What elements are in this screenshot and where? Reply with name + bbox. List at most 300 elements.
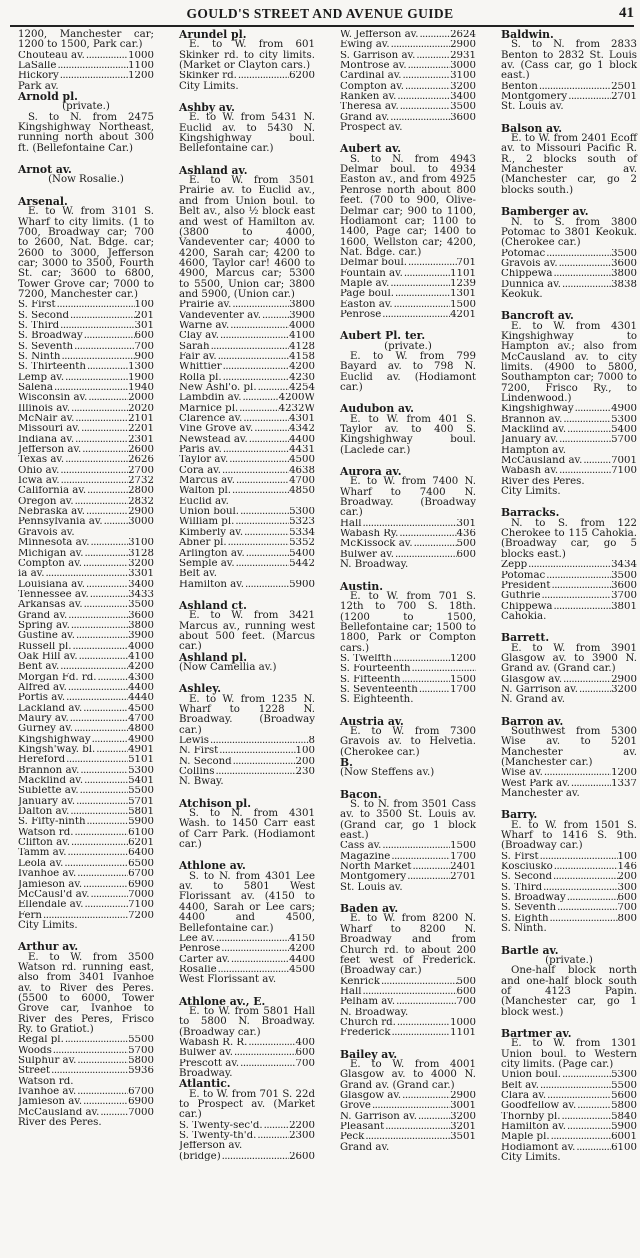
house-number: 2020 <box>128 403 154 414</box>
house-number: 2626 <box>128 455 154 466</box>
cross-street-row <box>18 611 154 621</box>
house-number: 6900 <box>128 879 154 890</box>
cross-street-name: Page boul. <box>340 289 394 300</box>
street-entry <box>340 331 476 393</box>
house-number: 5300 <box>289 507 315 518</box>
cross-street-name: S. Seventh <box>18 341 74 352</box>
cross-street-row <box>501 425 637 435</box>
cross-street-row <box>501 446 637 456</box>
house-number: 1101 <box>450 268 476 279</box>
cross-street-row <box>179 383 315 393</box>
street-entry <box>340 30 476 133</box>
cross-street-name: Maury av. <box>18 714 69 724</box>
house-number: 3200 <box>450 81 476 92</box>
cross-street-row <box>501 456 637 466</box>
cross-street-row <box>18 642 154 652</box>
house-number: 1000 <box>128 50 154 61</box>
house-number: 4700 <box>289 476 315 487</box>
cross-street-row <box>18 600 154 610</box>
cross-street-name: Clifton av. <box>18 838 70 849</box>
house-number: 4100 <box>128 651 154 662</box>
leader-dots <box>402 1091 450 1101</box>
house-number: 2900 <box>128 507 154 518</box>
leader-dots <box>539 82 611 92</box>
leader-dots <box>71 838 128 848</box>
cross-street-name: S. First <box>18 300 56 311</box>
house-number: 1500 <box>450 674 476 685</box>
house-number: 3434 <box>611 560 637 571</box>
cross-street-row <box>340 529 476 539</box>
cross-street-row <box>179 497 315 507</box>
cross-street-row <box>179 414 315 424</box>
cross-street-name: Bulwer av. <box>179 1048 234 1059</box>
cross-street-name: S. Ninth <box>18 351 61 362</box>
street-entry <box>179 30 315 92</box>
cross-street-name: Peck <box>340 1132 365 1143</box>
leader-dots <box>567 446 637 456</box>
house-number: 100 <box>134 300 154 311</box>
street-name-heading: Austria av. <box>340 714 404 728</box>
house-number: 4000 <box>289 320 315 331</box>
house-number: 5400 <box>611 425 637 436</box>
leader-dots <box>86 580 128 590</box>
cross-street-row <box>179 476 315 486</box>
cross-street-name: S. Twenty-sec'd. <box>179 1120 263 1131</box>
house-number: 3000 <box>128 517 154 528</box>
cross-street-name: January av. <box>18 796 76 807</box>
house-number: 2624 <box>450 30 476 40</box>
cross-street-name: Woods <box>18 1045 52 1056</box>
cross-street-row <box>501 872 637 882</box>
cross-street-row <box>501 82 637 92</box>
house-number: 600 <box>134 331 154 342</box>
street-description: E. to W. from 601 Skinker rd. to city limits. (Market or Clayton cars.) <box>179 39 315 72</box>
cross-street-row <box>18 848 154 858</box>
house-number: 4230 <box>289 372 315 383</box>
leader-dots <box>257 1131 289 1141</box>
cross-street-row <box>179 1141 315 1151</box>
leader-dots <box>87 817 129 827</box>
house-number: 1337 <box>611 778 637 789</box>
street-entry <box>18 92 154 154</box>
street-terminus: Grand av. <box>340 1141 390 1153</box>
leader-dots <box>547 1091 611 1101</box>
street-entry <box>340 904 476 1038</box>
street-terminus: N. Bway. <box>179 776 224 788</box>
cross-street-name: (bridge) <box>179 1151 221 1162</box>
cross-street-name: Marcus av. <box>179 476 235 487</box>
street-description: S. to N. from 4301 Lee av. to 5801 West Florissant av. (4150 to 4400, Sarah or Lee cars; 4400 and 4500, Bellefontaine car.) <box>179 870 315 934</box>
cross-street-name: Grand av. <box>340 112 390 123</box>
house-number: 500 <box>456 539 476 550</box>
leader-dots <box>60 71 128 81</box>
cross-street-name: Taylor av. <box>179 455 229 466</box>
street-entry <box>501 30 637 113</box>
cross-street-name: Union boul. <box>179 507 240 518</box>
cross-street-name: S. Fifteenth <box>340 674 401 685</box>
street-entry <box>340 787 476 893</box>
leader-dots <box>76 631 128 641</box>
house-number: 7100 <box>611 466 637 477</box>
street-name-heading: Atchison pl. <box>179 796 251 810</box>
cross-street-name: Rolla pl. <box>179 372 222 383</box>
house-number: 5442 <box>289 558 315 569</box>
house-number: 3900 <box>289 310 315 321</box>
cross-street-row <box>179 455 315 465</box>
cross-street-name: Cardinal av. <box>340 71 402 82</box>
house-number: 200 <box>617 872 637 883</box>
leader-dots <box>396 997 456 1007</box>
house-number: 5300 <box>128 765 154 776</box>
house-number: 3100 <box>128 538 154 549</box>
street-terminus: S. Eighteenth. <box>340 694 414 706</box>
street-terminus: Cahokia. <box>501 610 547 622</box>
cross-street-name: Kimberly av. <box>179 527 244 538</box>
cross-street-row <box>18 486 154 496</box>
street-entry <box>179 994 315 1080</box>
cross-street-row <box>501 269 637 279</box>
street-name-heading: Atlantic. <box>179 1077 231 1091</box>
cross-street-name: Zepp <box>501 560 528 571</box>
cross-street-row <box>179 528 315 538</box>
cross-street-row <box>501 1091 637 1101</box>
cross-street-name: Louisiana av. <box>18 579 86 590</box>
cross-street-name: Glasgow av. <box>340 1090 402 1101</box>
leader-dots <box>553 872 618 882</box>
leader-dots <box>60 321 134 331</box>
street-name-heading: Bancroft av. <box>501 309 574 323</box>
house-number: 4158 <box>289 351 315 362</box>
cross-street-name: Fair av. <box>179 351 217 362</box>
leader-dots <box>542 591 612 601</box>
cross-street-name: Bulwer av. <box>340 549 395 560</box>
street-entry <box>18 194 154 931</box>
leader-dots <box>80 766 128 776</box>
cross-street-name: Compton av. <box>18 558 82 569</box>
street-terminus: S. Ninth. <box>501 923 547 935</box>
cross-street-row <box>179 944 315 954</box>
street-name-heading: Barron av. <box>501 714 564 728</box>
leader-dots <box>576 1143 611 1153</box>
house-number: 5800 <box>128 1056 154 1066</box>
house-number: 5936 <box>128 1066 154 1077</box>
leader-dots <box>54 383 128 393</box>
leader-dots <box>245 580 289 590</box>
leader-dots <box>562 1070 611 1080</box>
street-entry <box>18 30 154 92</box>
street-name-heading: Ashley. <box>179 682 222 696</box>
cross-street-name: Nebraska av. <box>18 507 85 518</box>
cross-street-row <box>340 61 476 71</box>
cross-street-name: Lee av. <box>179 933 215 944</box>
cross-street-row <box>18 807 154 817</box>
cross-street-name: President <box>501 580 551 591</box>
street-entry <box>179 598 315 653</box>
house-number: 1200 <box>611 768 637 779</box>
cross-street-name: Ivanhoe av. <box>18 1087 77 1098</box>
leader-dots <box>414 539 457 549</box>
cross-street-name: Potomac <box>501 570 546 581</box>
cross-street-name: Marnice pl. <box>179 403 239 414</box>
cross-street-row <box>18 311 154 321</box>
leader-dots <box>86 51 128 61</box>
house-number: 3600 <box>611 258 637 269</box>
house-number: 2800 <box>128 486 154 497</box>
house-number: 4000 <box>128 641 154 652</box>
cross-street-name: Hickory <box>18 71 59 82</box>
leader-dots <box>242 393 278 403</box>
house-number: 3200 <box>128 558 154 569</box>
cross-street-row <box>501 1132 637 1142</box>
cross-street-name: Grove <box>340 1101 371 1112</box>
street-name-heading: Ashland ct. <box>179 598 247 612</box>
cross-street-name: Macklind av. <box>501 425 567 436</box>
cross-street-row <box>340 997 476 1007</box>
cross-street-row <box>340 1008 476 1018</box>
house-number: 5700 <box>611 435 637 446</box>
street-entry <box>501 121 637 196</box>
cross-street-name: Sublette av. <box>18 786 79 797</box>
leader-dots <box>76 528 154 538</box>
leader-dots <box>362 519 456 529</box>
house-number: 701 <box>456 258 476 269</box>
house-number: 1200 <box>128 71 154 82</box>
house-number: 4800 <box>128 724 154 735</box>
house-number: 2501 <box>611 81 637 92</box>
street-note: (private.) <box>62 101 110 113</box>
cross-street-row <box>501 466 637 476</box>
cross-street-row <box>501 249 637 259</box>
street-entry <box>179 684 315 787</box>
cross-street-row <box>340 1122 476 1132</box>
street-name-heading: Ashby av. <box>179 101 235 115</box>
street-entry <box>179 1079 315 1162</box>
leader-dots <box>90 590 128 600</box>
street-description: E. to W. from 2401 Ecoff av. to Missouri Pacific R. R., 2 blocks south of Manchester av. (Manchester car, go 2 blocks south.) <box>501 133 637 196</box>
cross-street-row <box>501 591 637 601</box>
leader-dots <box>223 373 289 383</box>
street-description: S. to N. from 4943 Delmar boul. to 4934 Easton av., and from 4925 Penrose north about 800 feet. (700 to 900, Olive-Delmar car; 900 to 1100, Hodiamont car; 1100 to 1400, Page car; 1400 to 1600, Wellston car; 4200, Nat. Bdge. car.) <box>340 153 476 258</box>
leader-dots <box>86 507 128 517</box>
cross-street-name: Russell pl. <box>18 641 72 652</box>
cross-street-name: Portis av. <box>18 693 66 704</box>
leader-dots <box>223 445 289 455</box>
cross-street-name: Salena <box>18 383 53 393</box>
cross-street-row <box>18 538 154 548</box>
cross-street-name: Street <box>18 1066 51 1077</box>
leader-dots <box>210 736 309 746</box>
street-description: E. to W. from 401 S. Taylor av. to 400 S. Kingshighway boul. (Laclede car.) <box>340 413 476 456</box>
street-description: E. to W. from 3421 Marcus av., running west about 500 feet. (Marcus car.) <box>179 610 315 653</box>
leader-dots <box>577 1101 611 1111</box>
cross-street-name: Hamilton av. <box>501 1122 567 1132</box>
leader-dots <box>231 955 289 965</box>
leader-dots <box>563 675 611 685</box>
cross-street-name: S. Twenty-th'd. <box>179 1131 257 1142</box>
street-entry <box>501 207 637 300</box>
street-terminus: Prospect av. <box>340 122 403 134</box>
cross-street-name: Missouri av. <box>18 424 81 435</box>
house-number: 1239 <box>450 278 476 289</box>
house-number: 5900 <box>611 1122 637 1132</box>
cross-street-row <box>179 1131 315 1141</box>
street-description: E. to W. from 799 Bayard av. to 798 N. Euclid av. (Hodiamont car.) <box>340 350 476 393</box>
house-number: 7000 <box>128 1107 154 1118</box>
leader-dots <box>57 61 128 71</box>
leader-dots <box>75 414 128 424</box>
cross-street-name: Collins <box>179 767 215 778</box>
cross-street-row <box>340 1018 476 1028</box>
cross-street-row <box>18 900 154 910</box>
cross-street-row <box>179 445 315 455</box>
street-entry <box>340 1047 476 1153</box>
leader-dots <box>73 642 129 652</box>
leader-dots <box>409 1008 476 1018</box>
street-description: S. to N. from 4301 Wash. to 1450 Carr east of Carr Park. (Hodiamont car.) <box>179 808 315 851</box>
leader-dots <box>397 1018 450 1028</box>
leader-dots <box>221 944 289 954</box>
cross-street-row <box>18 662 154 672</box>
cross-street-name: Gravois av. <box>501 258 558 269</box>
cross-street-row <box>179 757 315 767</box>
cross-street-row <box>501 1101 637 1111</box>
cross-street-name: Frederick <box>340 1028 391 1039</box>
cross-street-name: Gurney av. <box>18 724 74 735</box>
house-number: 1700 <box>450 851 476 862</box>
house-number: 3800 <box>128 620 154 631</box>
leader-dots <box>243 414 289 424</box>
cross-street-row <box>179 486 315 496</box>
cross-street-row <box>18 61 154 71</box>
house-number: 7001 <box>611 456 637 467</box>
cross-street-row <box>501 1112 637 1122</box>
street-description: E. to W. from 1301 Union boul. to Western city limits. (Page car.) <box>501 1038 637 1070</box>
leader-dots <box>583 456 611 466</box>
leader-dots <box>232 300 289 310</box>
house-number: 3600 <box>450 112 476 123</box>
street-terminus: City Limits. <box>179 80 239 92</box>
leader-dots <box>254 424 289 434</box>
cross-street-row <box>18 828 154 838</box>
cross-street-row <box>18 631 154 641</box>
cross-street-row <box>18 817 154 827</box>
cross-street-name: Kingshighway <box>18 734 91 745</box>
house-number: 3201 <box>450 1122 476 1132</box>
cross-street-name: N. Second <box>179 756 232 767</box>
cross-street-row <box>18 352 154 362</box>
leader-dots <box>64 859 128 869</box>
cross-street-name: Newstead av. <box>179 434 248 445</box>
leader-dots <box>87 486 128 496</box>
cross-street-name: Wabash R. R. <box>179 1037 248 1048</box>
cross-street-name: S. Seventh <box>501 903 557 914</box>
street-description: E. to W. from 701 S. 12th to 700 S. 18th. (1200 to 1500, Bellefontaine car; 1500 to 1800, Park or Compton cars.) <box>340 590 476 654</box>
cross-street-name: S. Twelfth <box>340 653 392 664</box>
cross-street-name: N. Broadway. <box>340 1007 409 1018</box>
leader-dots <box>77 869 128 879</box>
house-number: 4638 <box>289 465 315 476</box>
cross-street-name: Cora av. <box>179 465 221 476</box>
leader-dots <box>544 768 611 778</box>
leader-dots <box>561 1112 611 1122</box>
leader-dots <box>80 786 128 796</box>
leader-dots <box>559 435 611 445</box>
street-entry <box>18 165 154 186</box>
cross-street-row <box>18 300 154 310</box>
house-number: 3801 <box>611 601 637 612</box>
cross-street-name: McCausland av. <box>501 456 583 467</box>
leader-dots <box>230 497 315 507</box>
leader-dots <box>416 51 450 61</box>
page-header <box>0 4 640 26</box>
house-number: 5900 <box>128 817 154 828</box>
house-number: 4200 <box>289 944 315 955</box>
cross-street-row <box>340 300 476 310</box>
cross-street-name: Wise av. <box>501 768 543 779</box>
cross-street-row <box>340 675 476 685</box>
cross-street-name: West Park av. <box>501 778 570 789</box>
street-name-heading: Barry. <box>501 808 538 822</box>
leader-dots <box>68 611 128 621</box>
leader-dots <box>412 664 476 674</box>
cross-street-row <box>340 862 476 872</box>
house-number: 5800 <box>611 1101 637 1112</box>
house-number: 3500 <box>611 570 637 581</box>
column-4 <box>501 30 637 1174</box>
cross-street-row <box>501 560 637 570</box>
house-number: 5300 <box>611 414 637 425</box>
house-number: 1700 <box>450 684 476 695</box>
cross-street-row <box>18 704 154 714</box>
cross-street-row <box>18 786 154 796</box>
house-number: 2700 <box>128 465 154 476</box>
cross-street-row <box>501 883 637 893</box>
street-entry <box>501 810 637 934</box>
leader-dots <box>399 529 456 539</box>
house-number: 600 <box>456 986 476 997</box>
leader-dots <box>244 528 289 538</box>
street-terminus: River des Peres. <box>18 1117 102 1129</box>
cross-street-name: Brannon av. <box>18 765 80 776</box>
house-number: 2201 <box>128 424 154 435</box>
cross-street-row <box>340 539 476 549</box>
cross-street-row <box>179 1048 315 1058</box>
street-description: E. to W. from 7400 N. Wharf to 7400 N. Broadway. (Broadway car.) <box>340 476 476 519</box>
cross-street-row <box>179 517 315 527</box>
cross-street-row <box>18 724 154 734</box>
cross-street-name: McCausl'd av. <box>18 889 90 900</box>
cross-street-name: Jamieson av. <box>18 1097 83 1108</box>
cross-street-name: S. Second <box>18 310 70 321</box>
cross-street-name: McKissock av. <box>340 539 413 550</box>
cross-street-name: Tamm av. <box>18 848 67 859</box>
house-number: 146 <box>617 862 637 873</box>
house-number: 600 <box>617 893 637 904</box>
house-number: 3500 <box>128 600 154 611</box>
leader-dots <box>76 797 128 807</box>
leader-dots <box>543 883 617 893</box>
house-number: 3700 <box>611 591 637 602</box>
street-terminus: St. Louis av. <box>340 881 403 893</box>
cross-street-row <box>18 1046 154 1056</box>
cross-street-row <box>340 519 476 529</box>
cross-street-name: Prescott av. <box>179 1058 240 1069</box>
house-number: 5801 <box>128 807 154 818</box>
cross-street-row <box>340 258 476 268</box>
street-entry <box>340 404 476 456</box>
cross-street-name: Goodfellow av. <box>501 1101 577 1112</box>
cross-street-name: Lackland av. <box>18 703 83 714</box>
